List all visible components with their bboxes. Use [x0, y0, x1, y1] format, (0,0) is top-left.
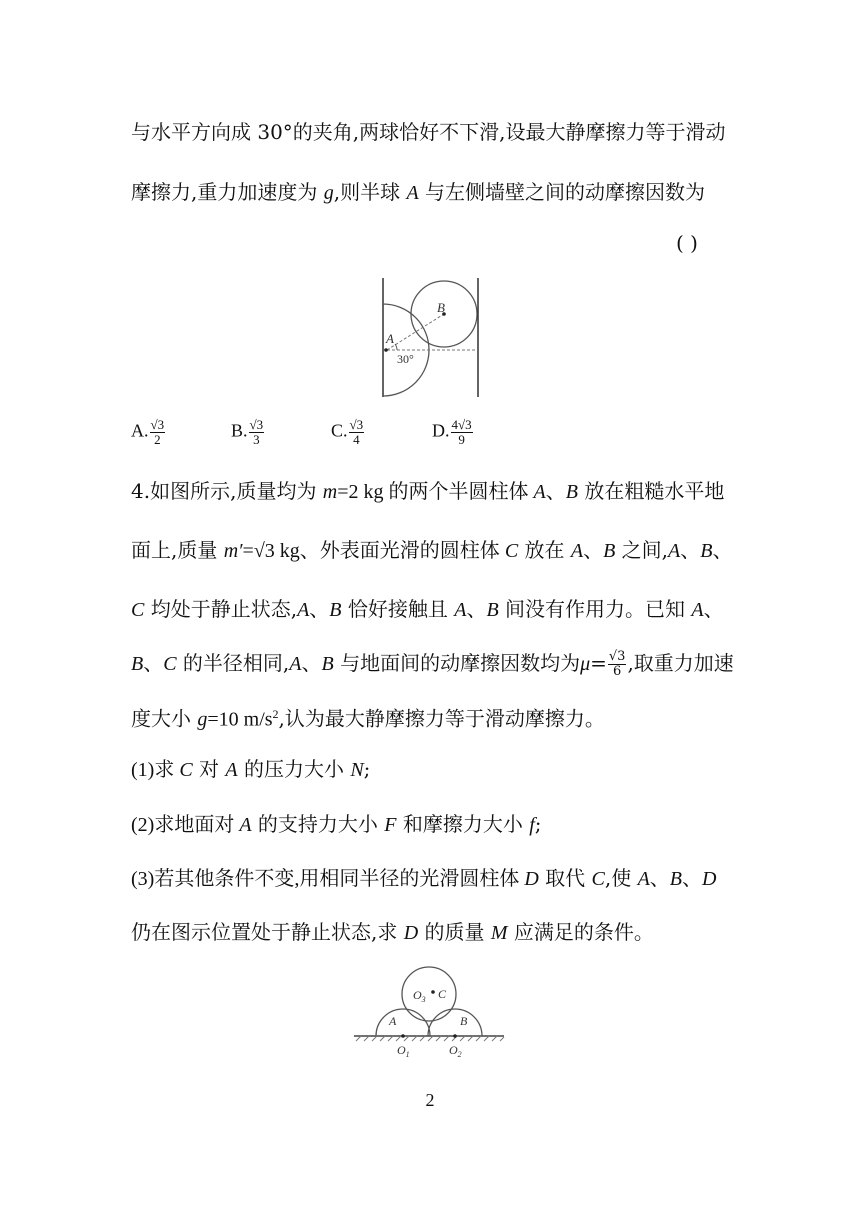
label-O2-sub: 2: [457, 1050, 462, 1059]
q4-part-3-line-1: (3)若其他条件不变,用相同半径的光滑圆柱体 D 取代 C,使 A、B、D: [131, 866, 717, 890]
choice-c[interactable]: C. $\frac{√3}{4}$: [331, 417, 364, 447]
svg-text:O3: [413, 988, 426, 1004]
ground-hatching: [354, 1036, 504, 1041]
half-cylinder-A: [376, 1009, 430, 1036]
label-O2: O: [449, 1043, 458, 1057]
half-cylinder-B: [428, 1009, 482, 1036]
center-O1-dot: [401, 1034, 405, 1038]
choice-a[interactable]: A. $\frac{√3}{2}$: [131, 417, 165, 447]
label-A: A: [386, 331, 394, 346]
cylinder-C: [402, 967, 456, 1021]
q4-part-3-line-2: 仍在图示位置处于静止状态,求 D 的质量 M 应满足的条件。: [131, 920, 654, 944]
q4-part-1: (1)求 C 对 A 的压力大小 N;: [131, 757, 371, 781]
label-O3-sub: 3: [421, 995, 426, 1004]
center-O2-dot: [453, 1034, 457, 1038]
q4-line-3: C 均处于静止状态,A、B 恰好接触且 A、B 间没有作用力。已知 A、: [131, 597, 724, 621]
label-O3: O: [413, 988, 422, 1002]
q4-line-2: 面上,质量 m′=√3 kg、外表面光滑的圆柱体 C 放在 A、B 之间,A、B、: [131, 538, 733, 562]
choice-b[interactable]: B. $\frac{√3}{3}$: [231, 417, 264, 447]
q3-text-line-1: 与水平方向成 30°的夹角,两球恰好不下滑,设最大静摩擦力等于滑动: [131, 120, 726, 144]
page-number: 2: [425, 1090, 435, 1110]
label-B: B: [437, 300, 445, 315]
q4-line-1: 4.如图所示,质量均为 m=2 kg 的两个半圆柱体 A、B 放在粗糙水平地: [131, 479, 725, 503]
svg-text:O1: [397, 1043, 410, 1059]
q4-line-4: B、C 的半径相同,A、B 与地面间的动摩擦因数均为μ= $\frac{√3}{6}$ ,取重力加速: [131, 649, 734, 679]
label-angle: 30°: [397, 352, 414, 366]
q4-part-2: (2)求地面对 A 的支持力大小 F 和摩擦力大小 f;: [131, 812, 542, 836]
label-C: C: [438, 987, 447, 1001]
label-O1-sub: 1: [405, 1050, 410, 1059]
label-O1: O: [397, 1043, 406, 1057]
q3-text-line-2: 摩擦力,重力加速度为 g,则半球 A 与左侧墙壁之间的动摩擦因数为: [131, 180, 706, 204]
label-A2: A: [389, 1014, 397, 1028]
q4-line-5: 度大小 g=10 $m/s^2$,认为最大静摩擦力等于滑动摩擦力。: [131, 706, 605, 731]
choice-d[interactable]: D. $\frac{4√3}{9}$: [432, 417, 472, 447]
label-B2: B: [460, 1014, 468, 1028]
svg-text:O2: [449, 1043, 462, 1059]
center-O3-dot: [431, 990, 435, 994]
answer-parentheses: ( ): [676, 231, 698, 255]
